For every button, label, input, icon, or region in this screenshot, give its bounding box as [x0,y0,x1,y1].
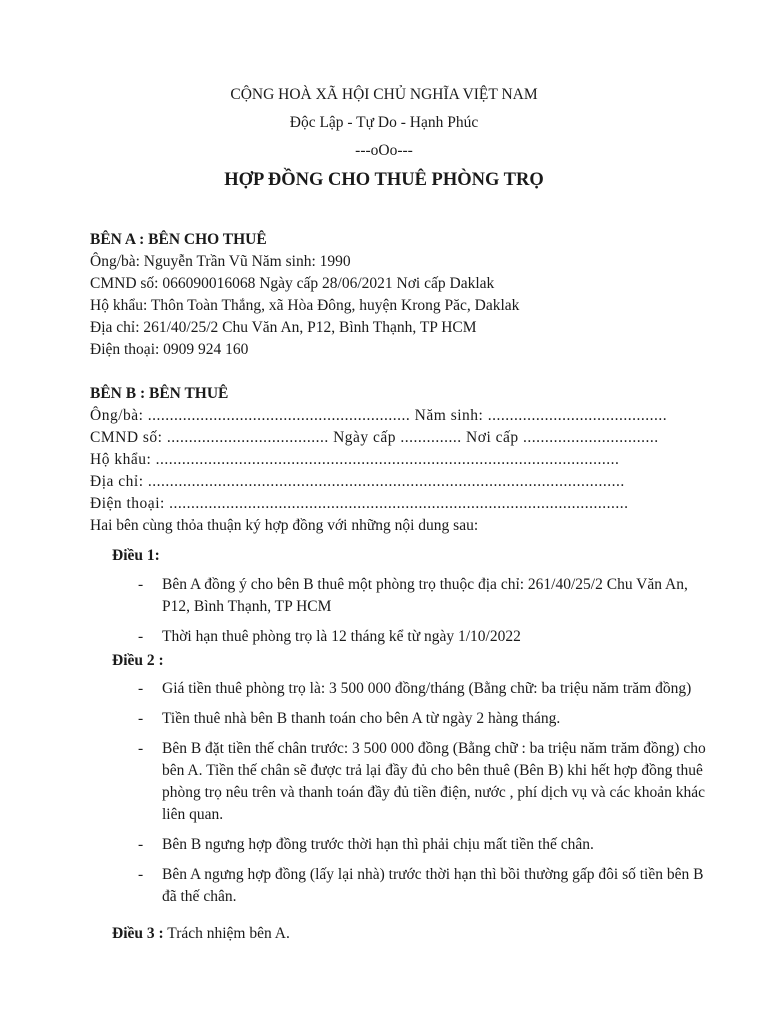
list-item [138,834,708,856]
party-a-id: CMND số: 066090016068 Ngày cấp 28/06/2021 Nơi cấp Daklak [90,275,495,292]
bullet-dash: - [138,866,144,883]
bullet-dash: - [138,740,144,757]
list-item [138,626,708,648]
party-b-heading: BÊN B : BÊN THUÊ [90,385,229,402]
article-2-list [138,678,708,916]
bullet-dash: - [138,576,144,593]
list-item-text: Bên B đặt tiền thế chân trước: 3 500 000 đồng (Bằng chữ : ba triệu năm trăm đồng) cho bên A. Tiền thế chân sẽ được trả lại đầy đủ cho bên thuê (Bên B) khi hết hợp đồng thuê phòng trọ nêu trên và thanh toán đầy đủ tiền điện, nước , phí dịch vụ và các khoản khác liên quan. [162,740,706,823]
article-3-heading [112,923,290,945]
contract-title: HỢP ĐỒNG CHO THUÊ PHÒNG TRỌ [224,170,544,190]
bullet-dash: - [138,680,144,697]
header-separator: ---oOo--- [355,142,413,159]
list-item [138,708,708,730]
party-b-section [90,383,690,537]
article-3-title: Trách nhiệm bên A. [163,925,290,942]
party-b-household: Hộ khẩu: .......................................................................................................... [90,451,620,468]
bullet-dash: - [138,628,144,645]
list-item [138,678,708,700]
national-motto: Độc Lập - Tự Do - Hạnh Phúc [289,114,479,131]
bullet-dash: - [138,710,144,727]
list-item [138,738,708,826]
party-a-phone: Điện thoại: 0909 924 160 [90,341,249,358]
party-b-address: Địa chỉ: ............................................................................................................. [90,473,625,490]
agreement-statement: Hai bên cùng thỏa thuận ký hợp đồng với những nội dung sau: [90,517,479,534]
article-2-label: Điều 2 : [112,652,164,669]
party-b-id: CMND số: ..................................... Ngày cấp .............. Nơi cấp ............................... [90,429,659,446]
article-1-heading [112,545,160,567]
national-header: CỘNG HOÀ XÃ HỘI CHỦ NGHĨA VIỆT NAM [230,86,538,103]
list-item [138,864,708,908]
list-item-text: Tiền thuê nhà bên B thanh toán cho bên A từ ngày 2 hàng tháng. [162,710,561,727]
article-3-label: Điều 3 : [112,925,164,942]
party-a-address: Địa chỉ: 261/40/25/2 Chu Văn An, P12, Bình Thạnh, TP HCM [90,319,477,336]
list-item-text: Giá tiền thuê phòng trọ là: 3 500 000 đồng/tháng (Bằng chữ: ba triệu năm trăm đồng) [162,680,692,697]
party-a-household: Hộ khẩu: Thôn Toàn Thắng, xã Hòa Đông, huyện Krong Păc, Daklak [90,297,520,314]
article-1-label: Điều 1: [112,547,160,564]
party-a-heading: BÊN A : BÊN CHO THUÊ [90,231,267,248]
party-a-section [90,229,690,361]
article-1-list [138,574,708,656]
list-item [138,574,708,618]
party-b-phone: Điện thoại: ......................................................................................................... [90,495,629,512]
list-item-text: Bên A đồng ý cho bên B thuê một phòng trọ thuộc địa chỉ: 261/40/25/2 Chu Văn An, P12, Bình Thạnh, TP HCM [162,576,688,615]
list-item-text: Bên B ngưng hợp đồng trước thời hạn thì phải chịu mất tiền thế chân. [162,836,594,853]
bullet-dash: - [138,836,144,853]
list-item-text: Thời hạn thuê phòng trọ là 12 tháng kể từ ngày 1/10/2022 [162,628,521,645]
party-b-name: Ông/bà: ............................................................ Năm sinh: ......................................... [90,407,668,424]
party-a-name: Ông/bà: Nguyễn Trần Vũ Năm sinh: 1990 [90,253,351,270]
article-2-heading [112,650,164,672]
list-item-text: Bên A ngưng hợp đồng (lấy lại nhà) trước thời hạn thì bồi thường gấp đôi số tiền bên B đã thế chân. [162,866,704,905]
